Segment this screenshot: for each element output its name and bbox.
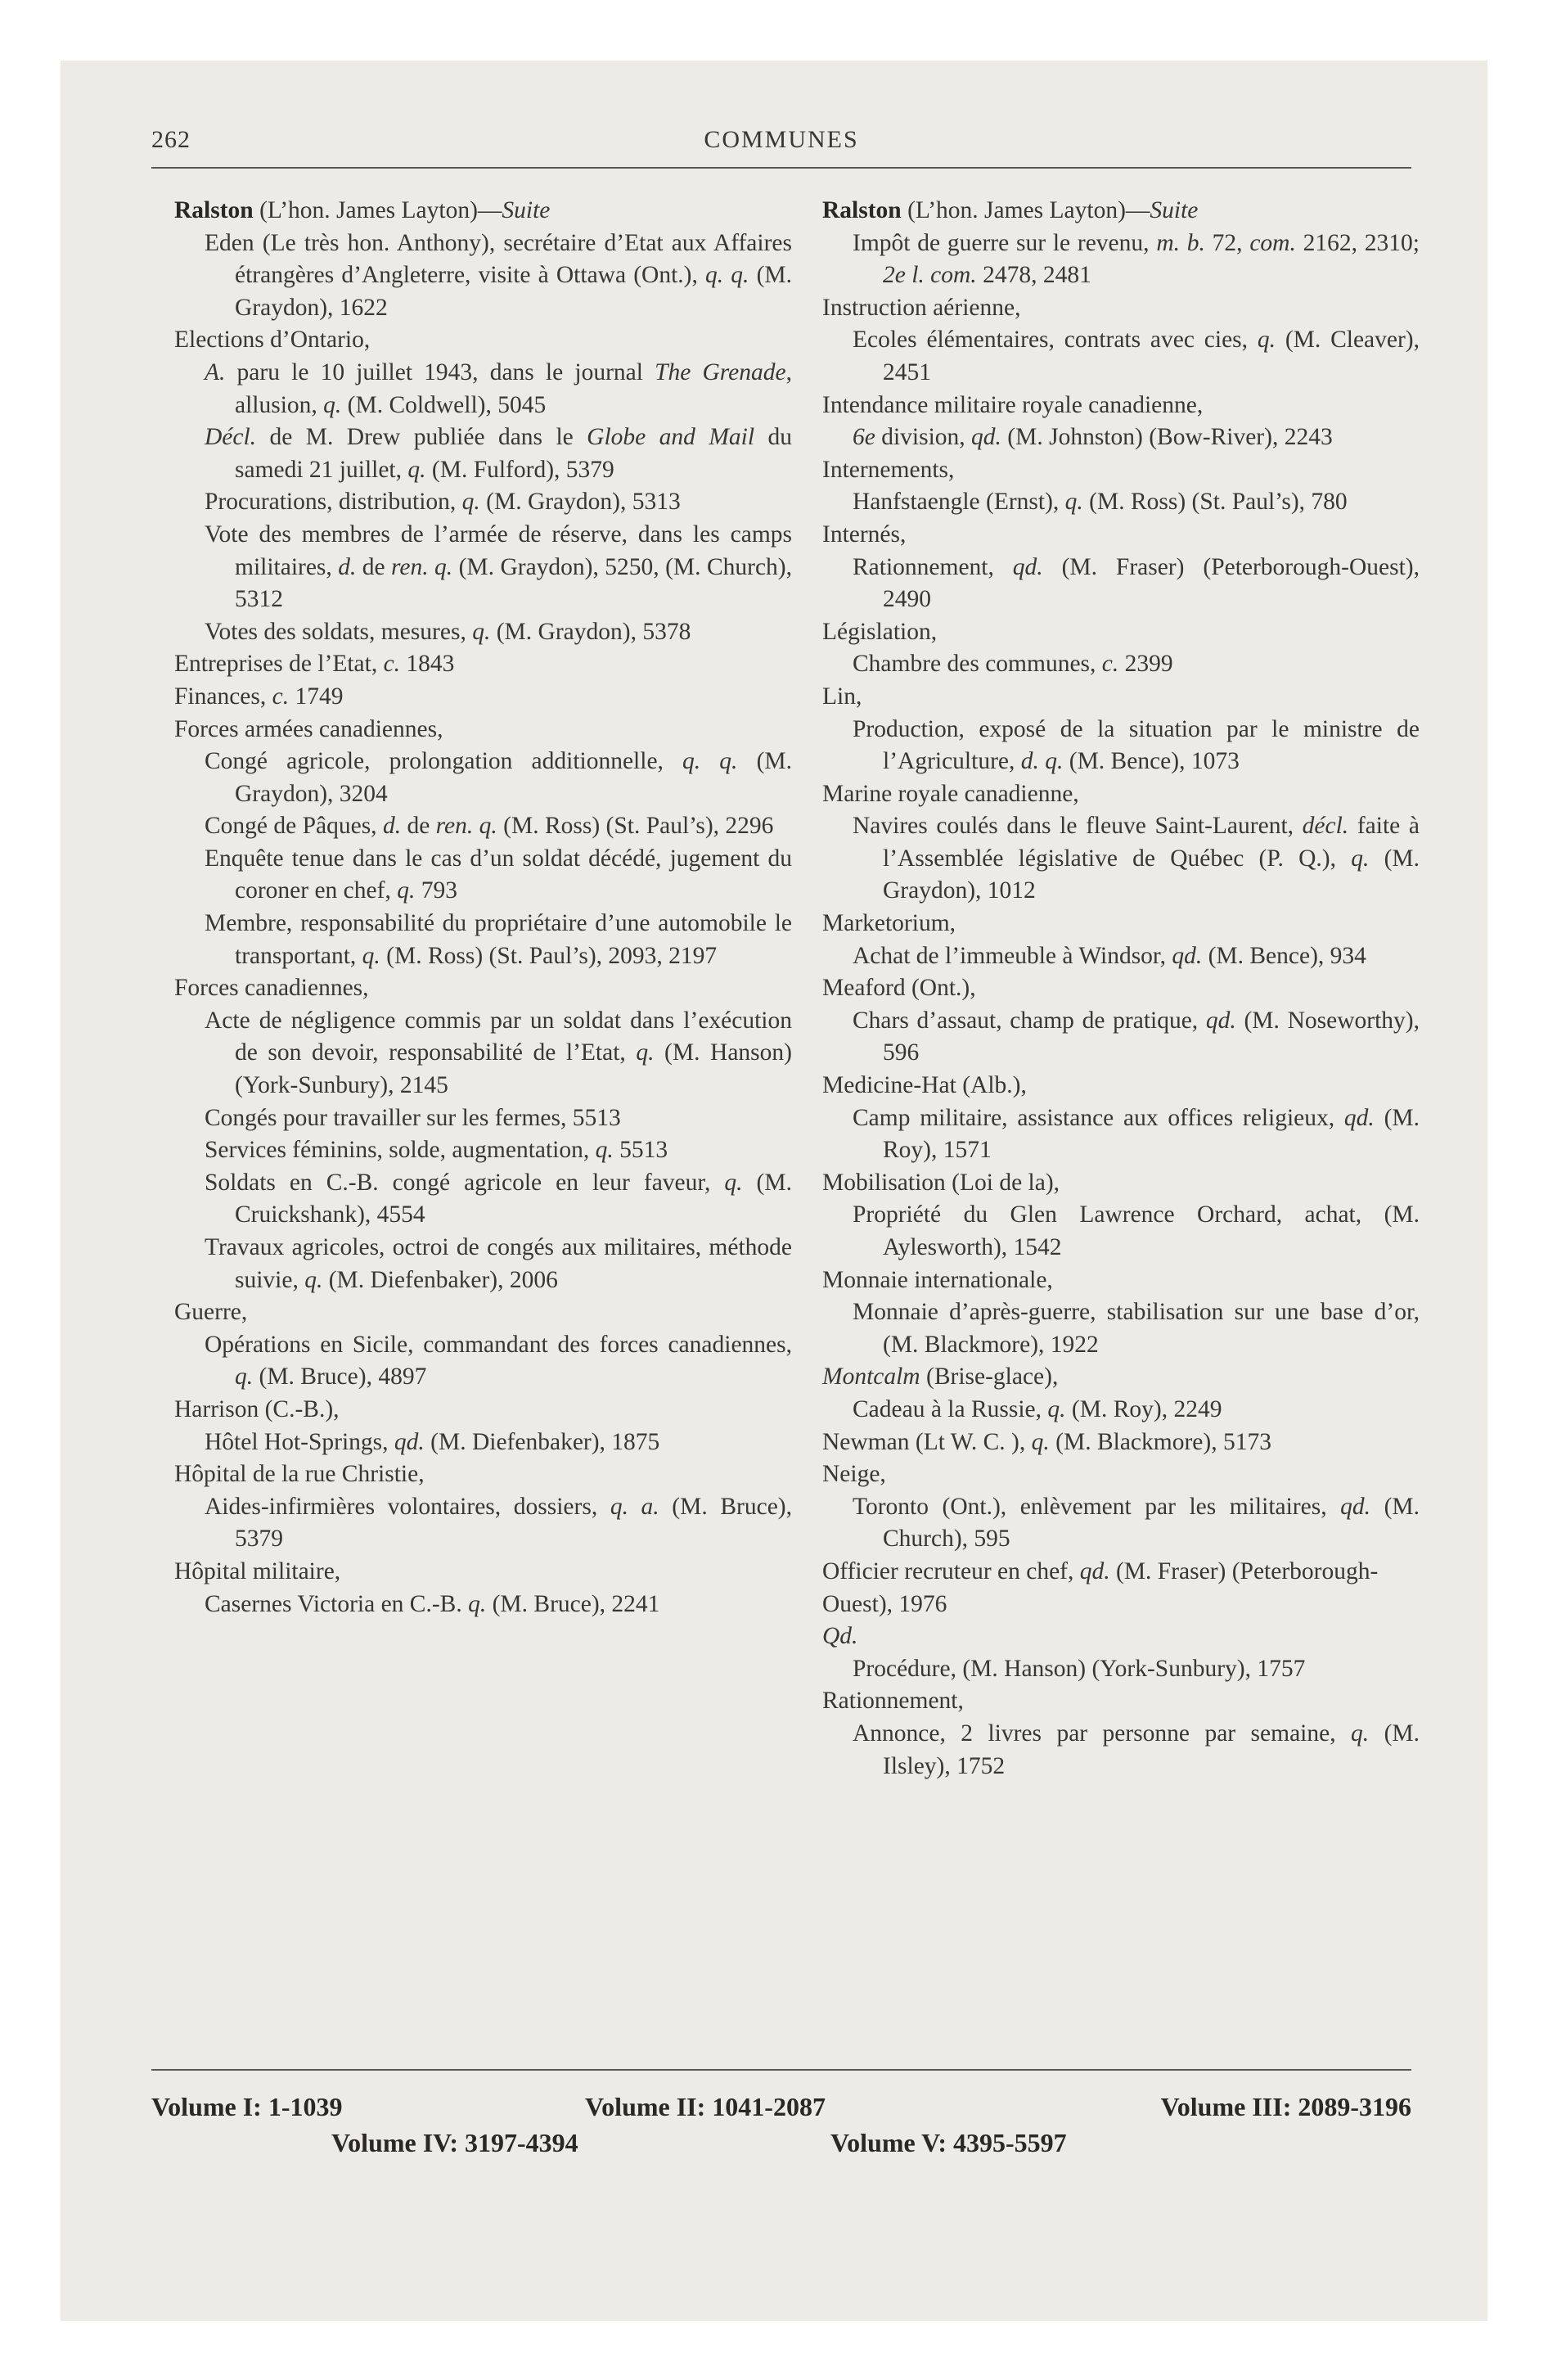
- entry-text: (M. Graydon), 1012: [883, 845, 1420, 904]
- entry-text: (M. Diefenbaker), 2006: [322, 1266, 558, 1293]
- volume-footer: [151, 2092, 1411, 2182]
- index-subentry: [822, 1394, 1420, 1427]
- entry-text: Procurations, distribution,: [205, 489, 462, 516]
- entry-text: (M. Hanson) (York-Sunbury), 2145: [235, 1039, 792, 1099]
- index-subentry: [174, 486, 792, 519]
- index-subentry: [822, 552, 1420, 616]
- entry-text: 1749: [289, 683, 344, 710]
- entry-text: com.: [1249, 229, 1296, 256]
- entry-text: (M. Graydon), 5378: [490, 618, 691, 645]
- index-subentry: [174, 357, 792, 421]
- entry-text: Internés,: [822, 521, 907, 548]
- entry-text: qd.: [1205, 1007, 1236, 1034]
- left-column: [174, 195, 792, 1620]
- entry-text: q.: [636, 1039, 655, 1066]
- entry-text: qd.: [1343, 1104, 1375, 1131]
- entry-text: (M. Fraser) (Peterborough-Ouest), 2490: [883, 553, 1420, 613]
- entry-text: faite à l’Assemblée législative de Québec (P. Q.),: [883, 813, 1420, 872]
- entry-text: Chambre des communes,: [853, 651, 1102, 678]
- index-subentry: [174, 1589, 792, 1621]
- heading-rest: (L’hon. James Layton)—: [907, 197, 1150, 223]
- entry-text: (M. Cruickshank), 4554: [235, 1169, 792, 1228]
- entry-text: division,: [875, 424, 972, 451]
- entry-text: Annonce, 2 livres par personne par semaine,: [853, 1720, 1352, 1747]
- entry-text: q.: [1351, 845, 1370, 872]
- entry-text: Neige,: [822, 1461, 886, 1488]
- index-heading: [822, 1264, 1420, 1297]
- index-subentry: [822, 810, 1420, 908]
- index-subentry: [174, 908, 792, 972]
- index-subentry: [822, 1199, 1420, 1264]
- entry-text: Forces canadiennes,: [174, 975, 369, 1002]
- heading-suite: Suite: [502, 197, 551, 223]
- index-subentry: [822, 1718, 1420, 1783]
- entry-text: q.: [1047, 1395, 1066, 1422]
- index-subentry: [822, 1296, 1420, 1361]
- right-column: [822, 195, 1420, 1783]
- entry-text: Hôtel Hot-Springs,: [205, 1428, 394, 1455]
- entry-text: Forces armées canadiennes,: [174, 715, 443, 742]
- volume-range: Volume III: 2089-3196: [1160, 2092, 1411, 2121]
- entry-text: Votes des soldats, mesures,: [205, 618, 473, 645]
- index-heading: [822, 454, 1420, 487]
- entry-text: Congé de Pâques,: [205, 813, 383, 840]
- entry-text: Congés pour travailler sur les fermes, 5513: [205, 1104, 621, 1131]
- entry-text: (M. Ross) (St. Paul’s), 780: [1082, 489, 1348, 516]
- index-subentry: [174, 1232, 792, 1296]
- entry-text: Camp militaire, assistance aux offices religieux,: [853, 1104, 1344, 1131]
- entry-text: q.: [468, 1590, 487, 1617]
- index-heading: [174, 324, 792, 357]
- entry-text: Rationnement,: [822, 1688, 964, 1715]
- entry-text: qd.: [1172, 942, 1203, 969]
- entry-text: (M. Diefenbaker), 1875: [424, 1428, 660, 1455]
- column-heading: [822, 195, 1420, 228]
- entry-text: paru le 10 juillet 1943, dans le journal: [225, 358, 655, 385]
- volume-range: Volume IV: 3197-4394: [331, 2128, 578, 2157]
- index-subentry: [174, 1491, 792, 1556]
- entry-text: q.: [724, 1169, 743, 1196]
- index-heading: [822, 1685, 1420, 1718]
- index-subentry: [174, 519, 792, 616]
- index-heading: [174, 1394, 792, 1427]
- entry-text: 2478, 2481: [976, 262, 1091, 289]
- entry-text: Toronto (Ont.), enlèvement par les militaires,: [853, 1493, 1341, 1520]
- entry-text: d.: [382, 813, 402, 840]
- entry-text: Qd.: [822, 1623, 858, 1650]
- index-subentry: [822, 1005, 1420, 1070]
- entry-text: q.: [397, 877, 416, 904]
- heading-rest: (L’hon. James Layton)—: [259, 197, 502, 223]
- index-subentry: [822, 486, 1420, 519]
- entry-text: Montcalm: [822, 1364, 920, 1391]
- index-subentry: [174, 228, 792, 325]
- entry-text: Vote des membres de l’armée de réserve, dans les camps militaires,: [205, 521, 792, 580]
- entry-text: q.: [472, 618, 491, 645]
- entry-text: (M. Graydon), 5313: [479, 489, 681, 516]
- entry-text: q.: [407, 456, 426, 483]
- entry-text: q.: [362, 942, 380, 969]
- entry-text: q. a.: [610, 1493, 659, 1520]
- entry-text: Rationnement,: [853, 553, 1013, 580]
- entry-text: de: [356, 553, 392, 580]
- entry-text: Medicine-Hat (Alb.),: [822, 1072, 1027, 1099]
- entry-text: Impôt de guerre sur le revenu,: [853, 229, 1157, 256]
- page-number: 262: [151, 126, 191, 153]
- entry-text: Marketorium,: [822, 910, 956, 937]
- index-heading: [822, 292, 1420, 325]
- index-subentry: [822, 940, 1420, 973]
- entry-text: 1843: [400, 651, 455, 678]
- index-subentry: [822, 324, 1420, 389]
- index-heading: [822, 616, 1420, 649]
- entry-text: q.: [1351, 1720, 1370, 1747]
- index-heading: [822, 1458, 1420, 1491]
- entry-text: Meaford (Ont.),: [822, 975, 976, 1002]
- entry-text: Procédure, (M. Hanson) (York-Sunbury), 1757: [853, 1655, 1306, 1682]
- entry-text: (M. Graydon), 3204: [235, 748, 792, 807]
- entry-text: Monnaie d’après-guerre, stabilisation sur une base d’or, (M. Blackmore), 1922: [853, 1299, 1420, 1358]
- index-heading: [822, 778, 1420, 811]
- entry-text: 2162, 2310;: [1295, 229, 1420, 256]
- entry-text: Production, exposé de la situation par le ministre de l’Agriculture,: [853, 715, 1420, 775]
- column-heading: [174, 195, 792, 228]
- entry-text: (M. Graydon), 1622: [235, 262, 792, 321]
- entry-text: (M. Church), 595: [883, 1493, 1420, 1553]
- entry-text: Lin,: [822, 683, 862, 710]
- entry-text: qd.: [1012, 553, 1043, 580]
- index-heading: [822, 519, 1420, 552]
- index-heading: [822, 1427, 1420, 1459]
- entry-text: (M. Bruce), 5379: [235, 1493, 792, 1553]
- entry-text: c.: [1101, 651, 1119, 678]
- entry-text: Hôpital militaire,: [174, 1557, 341, 1584]
- entry-text: q.: [595, 1137, 614, 1164]
- index-subentry: [822, 421, 1420, 454]
- index-heading: [822, 1556, 1420, 1620]
- index-subentry: [174, 1427, 792, 1459]
- index-heading: [822, 1361, 1420, 1394]
- entry-text: (M. Bruce), 2241: [486, 1590, 660, 1617]
- entry-text: Législation,: [822, 618, 938, 645]
- index-subentry: [822, 648, 1420, 681]
- entry-text: Services féminins, solde, augmentation,: [205, 1137, 596, 1164]
- entry-text: q. q.: [682, 748, 738, 775]
- entry-text: (M. Graydon), 5250, (M. Church), 5312: [235, 553, 792, 613]
- entry-text: q.: [1064, 489, 1083, 516]
- entry-text: (M. Roy), 1571: [883, 1104, 1420, 1164]
- index-subentry: [822, 1102, 1420, 1167]
- entry-text: Globe and Mail: [587, 424, 755, 451]
- entry-text: Intendance militaire royale canadienne,: [822, 391, 1204, 418]
- entry-text: du samedi 21 juillet,: [235, 424, 792, 483]
- index-subentry: [174, 1005, 792, 1102]
- entry-text: (M. Bence), 1073: [1063, 748, 1240, 775]
- index-heading: [822, 972, 1420, 1005]
- entry-text: Hôpital de la rue Christie,: [174, 1461, 425, 1488]
- entry-text: Mobilisation (Loi de la),: [822, 1169, 1060, 1196]
- entry-text: Hanfstaengle (Ernst),: [853, 489, 1065, 516]
- entry-text: 6e: [853, 424, 875, 451]
- index-heading: [822, 908, 1420, 940]
- entry-text: (M. Cleaver), 2451: [883, 327, 1420, 385]
- entry-text: q.: [461, 489, 480, 516]
- entry-text: 793: [415, 877, 457, 904]
- volume-range: Volume II: 1041-2087: [585, 2092, 826, 2121]
- entry-text: 2e l. com.: [883, 262, 977, 289]
- entry-text: Opérations en Sicile, commandant des forces canadiennes,: [205, 1331, 792, 1358]
- volume-range: Volume I: 1-1039: [151, 2092, 343, 2121]
- entry-text: Travaux agricoles, octroi de congés aux militaires, méthode suivie,: [205, 1234, 792, 1293]
- entry-text: qd.: [1079, 1557, 1110, 1584]
- index-heading: [174, 972, 792, 1005]
- entry-text: q.: [1031, 1428, 1050, 1455]
- entry-text: de M. Drew publiée dans le: [256, 424, 587, 451]
- entry-text: Membre, responsabilité du propriétaire d’une automobile le transportant,: [205, 910, 792, 969]
- index-subentry: [174, 1167, 792, 1232]
- entry-text: (M. Bruce), 4897: [253, 1364, 427, 1391]
- entry-text: (M. Fulford), 5379: [425, 456, 614, 483]
- entry-text: Navires coulés dans le fleuve Saint-Laurent,: [853, 813, 1303, 840]
- index-heading: [174, 648, 792, 681]
- entry-text: Monnaie internationale,: [822, 1266, 1053, 1293]
- entry-text: Entreprises de l’Etat,: [174, 651, 384, 678]
- entry-text: (M. Fraser) (Peterborough-Ouest), 1976: [822, 1557, 1379, 1617]
- entry-text: (M. Ross) (St. Paul’s), 2093, 2197: [380, 942, 718, 969]
- entry-text: décl.: [1302, 813, 1349, 840]
- entry-text: The Grenade: [655, 358, 786, 385]
- index-subentry: [174, 810, 792, 843]
- entry-text: (M. Roy), 2249: [1065, 1395, 1222, 1422]
- index-subentry: [174, 843, 792, 908]
- index-subentry: [822, 1491, 1420, 1556]
- index-heading: [174, 1556, 792, 1589]
- entry-text: (M. Coldwell), 5045: [341, 391, 547, 418]
- entry-text: Casernes Victoria en C.-B.: [205, 1590, 469, 1617]
- entry-text: 2399: [1118, 651, 1173, 678]
- entry-text: qd.: [394, 1428, 425, 1455]
- entry-text: Internements,: [822, 456, 955, 483]
- index-heading: [822, 1620, 1420, 1653]
- footer-rule: [151, 2069, 1411, 2071]
- entry-text: Ecoles élémentaires, contrats avec cies,: [853, 327, 1258, 354]
- entry-text: c.: [383, 651, 401, 678]
- entry-text: q.: [323, 391, 342, 418]
- entry-text: Chars d’assaut, champ de pratique,: [853, 1007, 1206, 1034]
- index-heading: [822, 1167, 1420, 1200]
- entry-text: d.: [338, 553, 357, 580]
- entry-text: q. q.: [705, 262, 749, 289]
- index-subentry: [174, 1102, 792, 1135]
- heading-suite: Suite: [1150, 197, 1199, 223]
- page-header: [151, 126, 1411, 165]
- index-subentry: [174, 421, 792, 486]
- entry-text: Elections d’Ontario,: [174, 327, 371, 354]
- entry-text: , allusion,: [235, 358, 792, 418]
- entry-text: (Brise-glace),: [920, 1364, 1059, 1391]
- entry-text: 5513: [613, 1137, 668, 1164]
- index-heading: [174, 681, 792, 714]
- entry-text: Marine royale canadienne,: [822, 780, 1079, 807]
- index-subentry: [174, 746, 792, 810]
- entry-text: q.: [304, 1266, 323, 1293]
- entry-text: Harrison (C.-B.),: [174, 1395, 340, 1422]
- index-heading: [174, 714, 792, 746]
- index-heading: [174, 1296, 792, 1329]
- index-subentry: [822, 714, 1420, 778]
- index-subentry: [822, 228, 1420, 292]
- entry-text: de: [401, 813, 436, 840]
- entry-text: Guerre,: [174, 1299, 248, 1326]
- entry-text: q.: [1257, 327, 1276, 354]
- entry-text: ren. q.: [391, 553, 453, 580]
- index-subentry: [822, 1653, 1420, 1686]
- header-rule: [151, 167, 1411, 169]
- entry-text: Propriété du Glen Lawrence Orchard, achat, (M. Aylesworth), 1542: [853, 1201, 1420, 1260]
- entry-text: (M. Bence), 934: [1202, 942, 1366, 969]
- entry-text: A.: [205, 358, 226, 385]
- entry-text: Aides-infirmières volontaires, dossiers,: [205, 1493, 610, 1520]
- entry-text: ren. q.: [435, 813, 497, 840]
- entry-text: Enquête tenue dans le cas d’un soldat décédé, jugement du coroner en chef,: [205, 845, 792, 904]
- entry-text: Soldats en C.-B. congé agricole en leur faveur,: [205, 1169, 725, 1196]
- entry-text: q.: [235, 1364, 254, 1391]
- entry-text: Eden (Le très hon. Anthony), secrétaire d’Etat aux Affaires étrangères d’Angleterre, visite à Ottawa (Ont.),: [205, 229, 792, 289]
- entry-text: qd.: [1340, 1493, 1371, 1520]
- running-title: COMMUNES: [704, 126, 859, 153]
- index-heading: [174, 1458, 792, 1491]
- entry-text: Newman (Lt W. C. ),: [822, 1428, 1032, 1455]
- index-heading: [822, 681, 1420, 714]
- heading-name: Ralston: [822, 197, 902, 223]
- entry-text: Officier recruteur en chef,: [822, 1557, 1080, 1584]
- volume-range: Volume V: 4395-5597: [830, 2128, 1067, 2157]
- entry-text: m. b.: [1156, 229, 1205, 256]
- entry-text: Achat de l’immeuble à Windsor,: [853, 942, 1172, 969]
- entry-text: c.: [272, 683, 290, 710]
- entry-text: Décl.: [205, 424, 257, 451]
- entry-text: (M. Noseworthy), 596: [883, 1007, 1420, 1066]
- entry-text: (M. Johnston) (Bow-River), 2243: [1001, 424, 1333, 451]
- index-heading: [822, 1070, 1420, 1102]
- entry-text: 72,: [1204, 229, 1250, 256]
- index-heading: [822, 390, 1420, 422]
- index-subentry: [174, 1329, 792, 1394]
- heading-name: Ralston: [174, 197, 254, 223]
- entry-text: (M. Ilsley), 1752: [883, 1720, 1420, 1779]
- entry-text: (M. Blackmore), 5173: [1049, 1428, 1271, 1455]
- entry-text: Congé agricole, prolongation additionnelle,: [205, 748, 683, 775]
- entry-text: Instruction aérienne,: [822, 294, 1021, 321]
- entry-text: (M. Ross) (St. Paul’s), 2296: [497, 813, 774, 840]
- entry-text: Finances,: [174, 683, 272, 710]
- entry-text: d. q.: [1020, 748, 1064, 775]
- entry-text: qd.: [971, 424, 1001, 451]
- entry-text: Acte de négligence commis par un soldat dans l’exécution de son devoir, responsabilité de l’Etat,: [205, 1007, 792, 1066]
- entry-text: Cadeau à la Russie,: [853, 1395, 1048, 1422]
- index-subentry: [174, 616, 792, 649]
- index-subentry: [174, 1134, 792, 1167]
